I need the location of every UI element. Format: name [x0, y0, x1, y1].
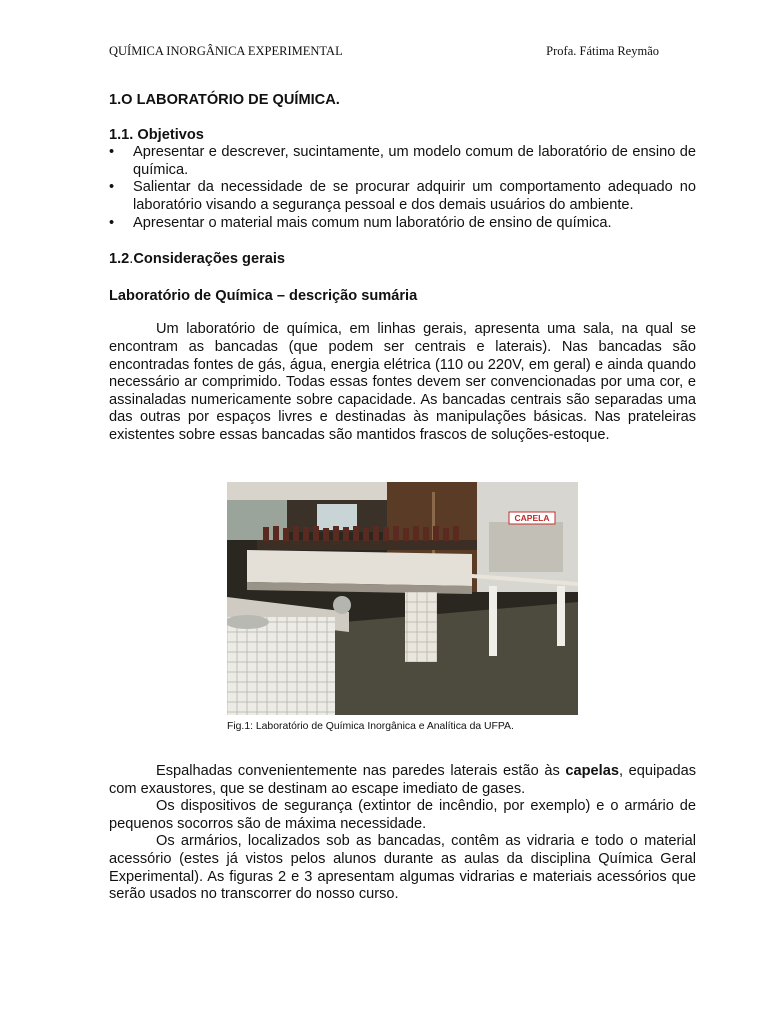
capelas-text-before: Espalhadas convenientemente nas paredes laterais estão às: [156, 763, 566, 780]
lab-description-heading: Laboratório de Química – descrição sumária: [109, 287, 418, 304]
objectives-list: [109, 144, 696, 232]
document-body: [109, 92, 696, 904]
lab-photo-image: [227, 482, 578, 715]
lab-description-paragraph: Um laboratório de química, em linhas gerais, apresenta uma sala, na qual se encontram as bancadas (que podem ser centrais e laterais). Nas bancadas são encontradas fontes de gás, água, energia elétrica (110 ou 220V, em geral) e ainda quando necessário ar comprimido. Todas essas fontes devem ser convencionadas por uma cor, e assinaladas numericamente sobre capacidade. As bancadas centrais são separadas uma das outras por espaços livres e destinadas às manipulações básicas. Nas prateleiras existentes sobre essas bancadas são mantidos frascos de soluções-estoque.: [109, 321, 696, 443]
page-header: [109, 44, 659, 62]
list-item: • Apresentar o material mais comum num laboratório de ensino de química.: [109, 215, 696, 233]
capelas-text-after: , equipadas com exaustores, que se destinam ao escape imediato de gases.: [109, 763, 696, 797]
figure-caption: Fig.1: Laboratório de Química Inorgânica e Analítica da UFPA.: [227, 720, 514, 732]
heading-text: Considerações gerais: [133, 251, 286, 268]
capelas-paragraph: [109, 763, 696, 798]
objectives-heading: 1.1. Objetivos: [109, 126, 204, 143]
section-title: 1.O LABORATÓRIO DE QUÍMICA.: [109, 92, 340, 108]
header-author: Profa. Fátima Reymão: [546, 44, 659, 58]
heading-number: 1.2: [109, 251, 130, 268]
header-course-title: QUÍMICA INORGÂNICA EXPERIMENTAL: [109, 44, 343, 58]
list-item: • Salientar da necessidade de se procurar adquirir um comportamento adequado no laboratório visando a segurança pessoal e dos demais usuários do ambiente.: [109, 179, 696, 214]
cabinets-paragraph: Os armários, localizados sob as bancadas, contêm as vidraria e todo o material acessório (estes já vistos pelos alunos durante as aulas da disciplina Química Geral Experimental). As figuras 2 e 3 apresentam algumas vidrarias e materiais acessórios que serão usados no transcorrer do nosso curso.: [109, 833, 696, 903]
capelas-term: capelas: [565, 763, 619, 780]
general-considerations-heading: [109, 251, 696, 269]
capela-sign: CAPELA: [514, 512, 550, 523]
list-item: • Apresentar e descrever, sucintamente, um modelo comum de laboratório de ensino de química.: [109, 144, 696, 179]
second-part: [109, 763, 696, 904]
heading-dot: .: [129, 251, 134, 268]
safety-paragraph: Os dispositivos de segurança (extintor de incêndio, por exemplo) e o armário de pequenos socorros são de máxima necessidade.: [109, 798, 696, 832]
lab-photo: [227, 482, 578, 715]
